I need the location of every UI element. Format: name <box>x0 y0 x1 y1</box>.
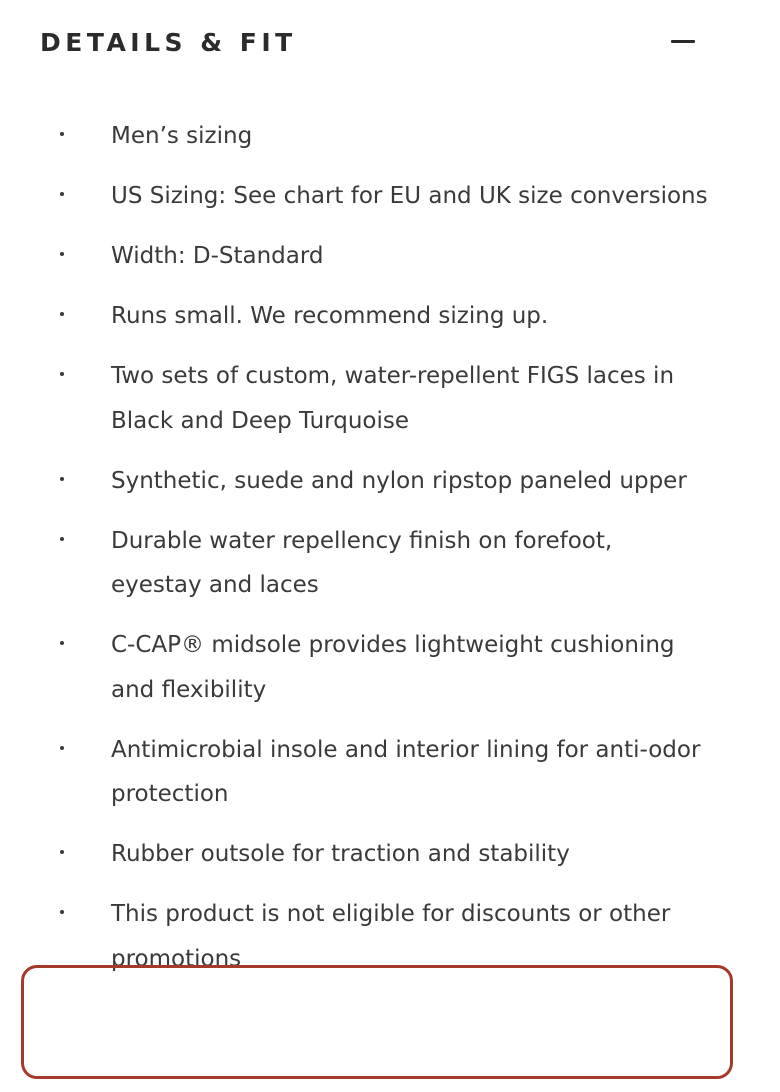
list-item <box>0 832 780 877</box>
bullet-icon <box>60 537 64 541</box>
minus-icon[interactable] <box>671 30 695 54</box>
list-item-text: Width: D-Standard <box>111 243 324 269</box>
bullet-icon <box>60 132 64 136</box>
list-item-text: US Sizing: See chart for EU and UK size conversions <box>111 183 708 209</box>
bullet-icon <box>60 372 64 376</box>
list-item <box>0 459 780 504</box>
list-item-text: C-CAP® midsole provides lightweight cushioning and flexibility <box>111 632 675 703</box>
bullet-icon <box>60 192 64 196</box>
details-fit-accordion-header[interactable] <box>40 22 700 62</box>
list-item-text: Durable water repellency finish on forefoot, eyestay and laces <box>111 527 613 598</box>
section-title: DETAILS & FIT <box>40 27 297 57</box>
bullet-icon <box>60 910 64 914</box>
list-item-text: Men’s sizing <box>111 123 253 149</box>
list-item <box>0 294 780 339</box>
list-item-text: Antimicrobial insole and interior lining for anti-odor protection <box>111 736 701 807</box>
list-item-text: Synthetic, suede and nylon ripstop paneled upper <box>111 467 687 494</box>
list-item <box>0 174 780 219</box>
list-item <box>0 519 780 608</box>
list-item <box>0 623 780 712</box>
list-item <box>0 354 780 443</box>
bullet-icon <box>60 641 64 645</box>
bullet-icon <box>60 252 64 256</box>
bullet-icon <box>60 477 64 481</box>
list-item-text: Two sets of custom, water-repellent FIGS laces in Black and Deep Turquoise <box>111 363 675 434</box>
list-item <box>0 234 780 279</box>
list-item <box>0 114 780 159</box>
list-item-text: This product is not eligible for discounts or other promotions <box>111 901 671 972</box>
list-item-promo-notice <box>0 892 780 981</box>
list-item-text: Runs small. We recommend sizing up. <box>111 303 549 329</box>
list-item-text: Rubber outsole for traction and stability <box>111 841 570 867</box>
bullet-icon <box>60 746 64 750</box>
bullet-icon <box>60 312 64 316</box>
details-list <box>0 114 780 997</box>
list-item <box>0 728 780 817</box>
bullet-icon <box>60 850 64 854</box>
